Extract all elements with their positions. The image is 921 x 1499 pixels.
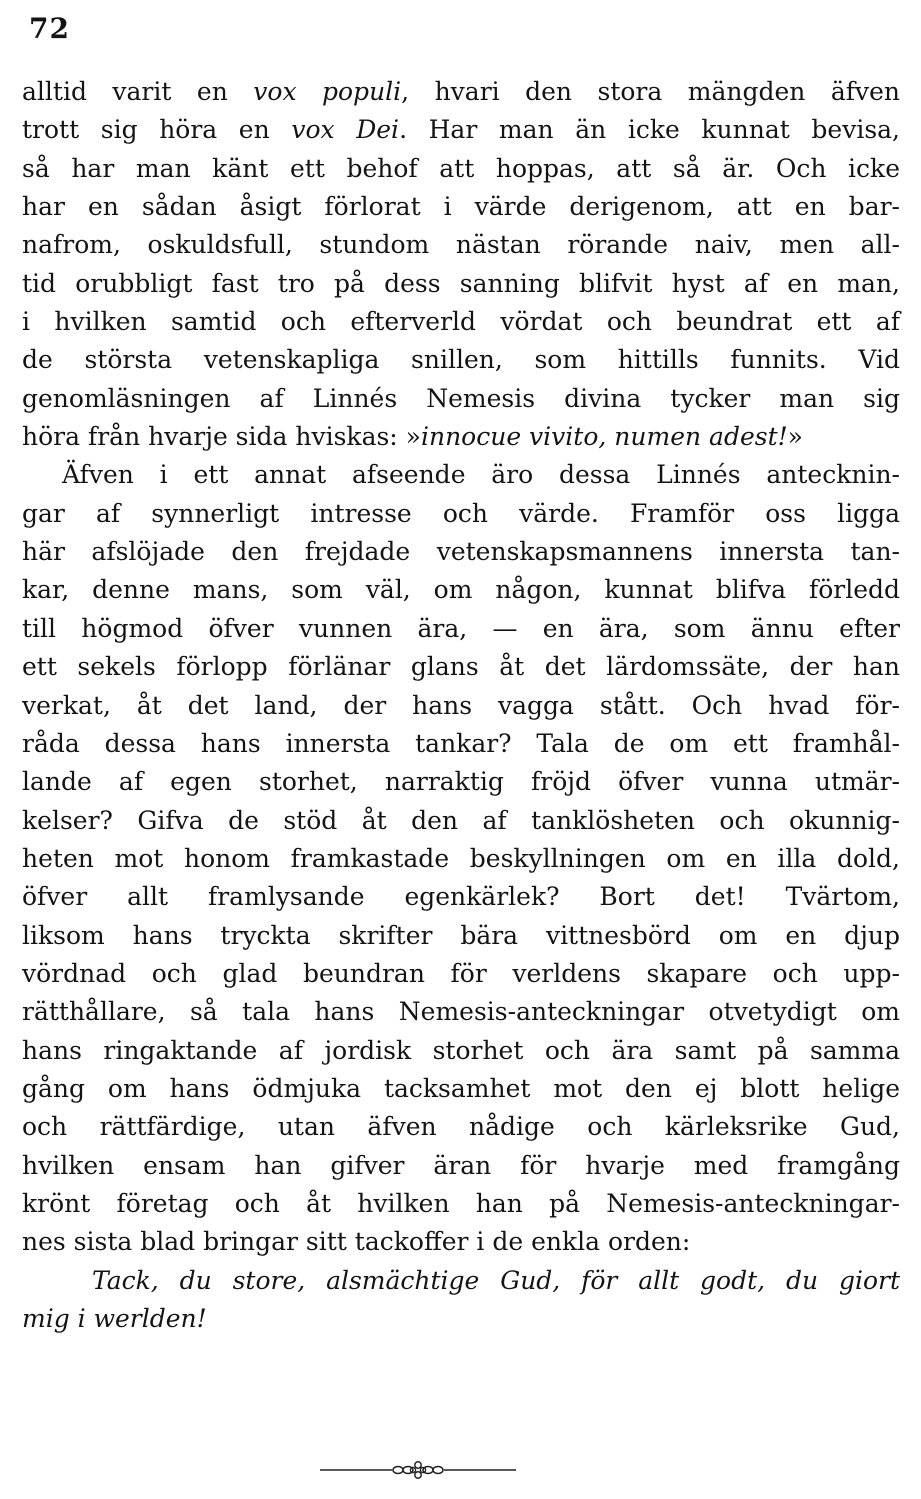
text-segment: öfver allt framlysande egenkärlek? Bort det! Tvärtom, [22,882,900,912]
text-line [22,1185,900,1223]
text-line [22,1070,900,1108]
text-line [22,341,900,379]
text-segment: i hvilken samtid och efterverld vördat och beundrat ett af [22,307,900,337]
text-line [22,1262,900,1300]
text-line [22,1223,900,1261]
italic-phrase: vox populi [253,77,402,106]
text-segment: lande af egen storhet, narraktig fröjd öfver vunna utmär- [22,767,900,797]
text-line [22,456,900,494]
text-line [22,648,900,686]
text-segment: tid orubbligt fast tro på dess sanning blifvit hyst af en man, [22,268,900,298]
text-segment: ett sekels förlopp förlänar glans åt det lärdomssäte, der han [22,652,900,682]
text-segment: gar af synnerligt intresse och värde. Framför oss ligga [22,498,900,528]
italic-phrase: mig i werlden! [22,1304,207,1333]
text-line [22,495,900,533]
body-text [22,73,900,1338]
text-segment: verkat, åt det land, der hans vagga stått. Och hvad för- [22,690,900,720]
text-segment: så har man känt ett behof att hoppas, att så är. Och icke [22,153,900,183]
text-line [22,150,900,188]
text-line [22,725,900,763]
text-line [22,840,900,878]
text-segment: nafrom, oskuldsfull, stundom nästan rörande naiv, men all- [22,230,900,260]
text-segment: till högmod öfver vunnen ära, — en ära, som ännu efter [22,613,900,643]
text-line [22,226,900,264]
text-segment: , hvari den stora mängden äfven [401,77,901,106]
text-line [22,1032,900,1070]
text-line [22,265,900,303]
text-segment: hvilken ensam han gifver äran för hvarje med framgång [22,1150,900,1180]
text-line [22,571,900,609]
text-segment: Äfven i ett annat afseende äro dessa Linnés antecknin- [62,460,900,490]
text-line [22,917,900,955]
text-line [22,1108,900,1146]
text-line [22,687,900,725]
page-number: 72 [29,12,70,45]
text-segment: heten mot honom framkastade beskyllningen om en illa dold, [22,843,900,873]
text-line [22,380,900,418]
text-segment: vördnad och glad beundran för verldens skapare och upp- [22,958,900,988]
text-line [22,1300,900,1338]
text-line [22,878,900,916]
text-line [22,188,900,226]
text-segment: kelser? Gifva de stöd åt den af tanklösheten och okunnig- [22,805,900,835]
text-segment: och rättfärdige, utan äfven nådige och kärleksrike Gud, [22,1112,900,1142]
text-segment: höra från hvarje sida hviskas: » [22,422,421,452]
text-line [22,610,900,648]
text-line [22,955,900,993]
italic-phrase: innocue vivito, numen adest! [420,422,788,452]
text-segment: rätthållare, så tala hans Nemesis-anteckningar otvetydigt om [22,997,900,1027]
text-segment: hans ringaktande af jordisk storhet och ära samt på samma [22,1035,900,1065]
text-segment: alltid varit en [22,77,254,106]
text-segment: krönt företag och åt hvilken han på Nemesis-anteckningar- [22,1188,900,1218]
text-segment: har en sådan åsigt förlorat i värde derigenom, att en bar- [22,192,900,222]
text-segment: gång om hans ödmjuka tacksamhet mot den ej blott helige [22,1073,900,1103]
text-segment: nes sista blad bringar sitt tackoffer i de enkla orden: [22,1227,691,1257]
text-segment: liksom hans tryckta skrifter bära vittnesbörd om en djup [22,920,900,950]
text-segment: råda dessa hans innersta tankar? Tala de om ett framhål- [22,728,900,758]
text-segment: trott sig höra en [22,115,292,145]
text-line [22,802,900,840]
italic-phrase: vox Dei [291,115,400,145]
text-line [22,111,900,149]
ornament-divider [318,1458,518,1482]
text-segment: de största vetenskapliga snillen, som hittills funnits. Vid [22,345,900,375]
text-segment: genomläsningen af Linnés Nemesis divina tycker man sig [22,383,900,413]
text-segment: » [787,422,803,452]
text-line [22,763,900,801]
text-segment: . Har man än icke kunnat bevisa, [399,115,900,145]
text-line [22,533,900,571]
text-segment: kar, denne mans, som väl, om någon, kunnat blifva förledd [22,575,900,605]
text-line [22,73,900,111]
text-line [22,1147,900,1185]
text-line [22,993,900,1031]
italic-phrase: Tack, du store, alsmächtige Gud, för allt godt, du giort [92,1265,900,1295]
text-line [22,418,900,456]
text-segment: här afslöjade den frejdade vetenskapsmannens innersta tan- [22,537,900,567]
text-line [22,303,900,341]
